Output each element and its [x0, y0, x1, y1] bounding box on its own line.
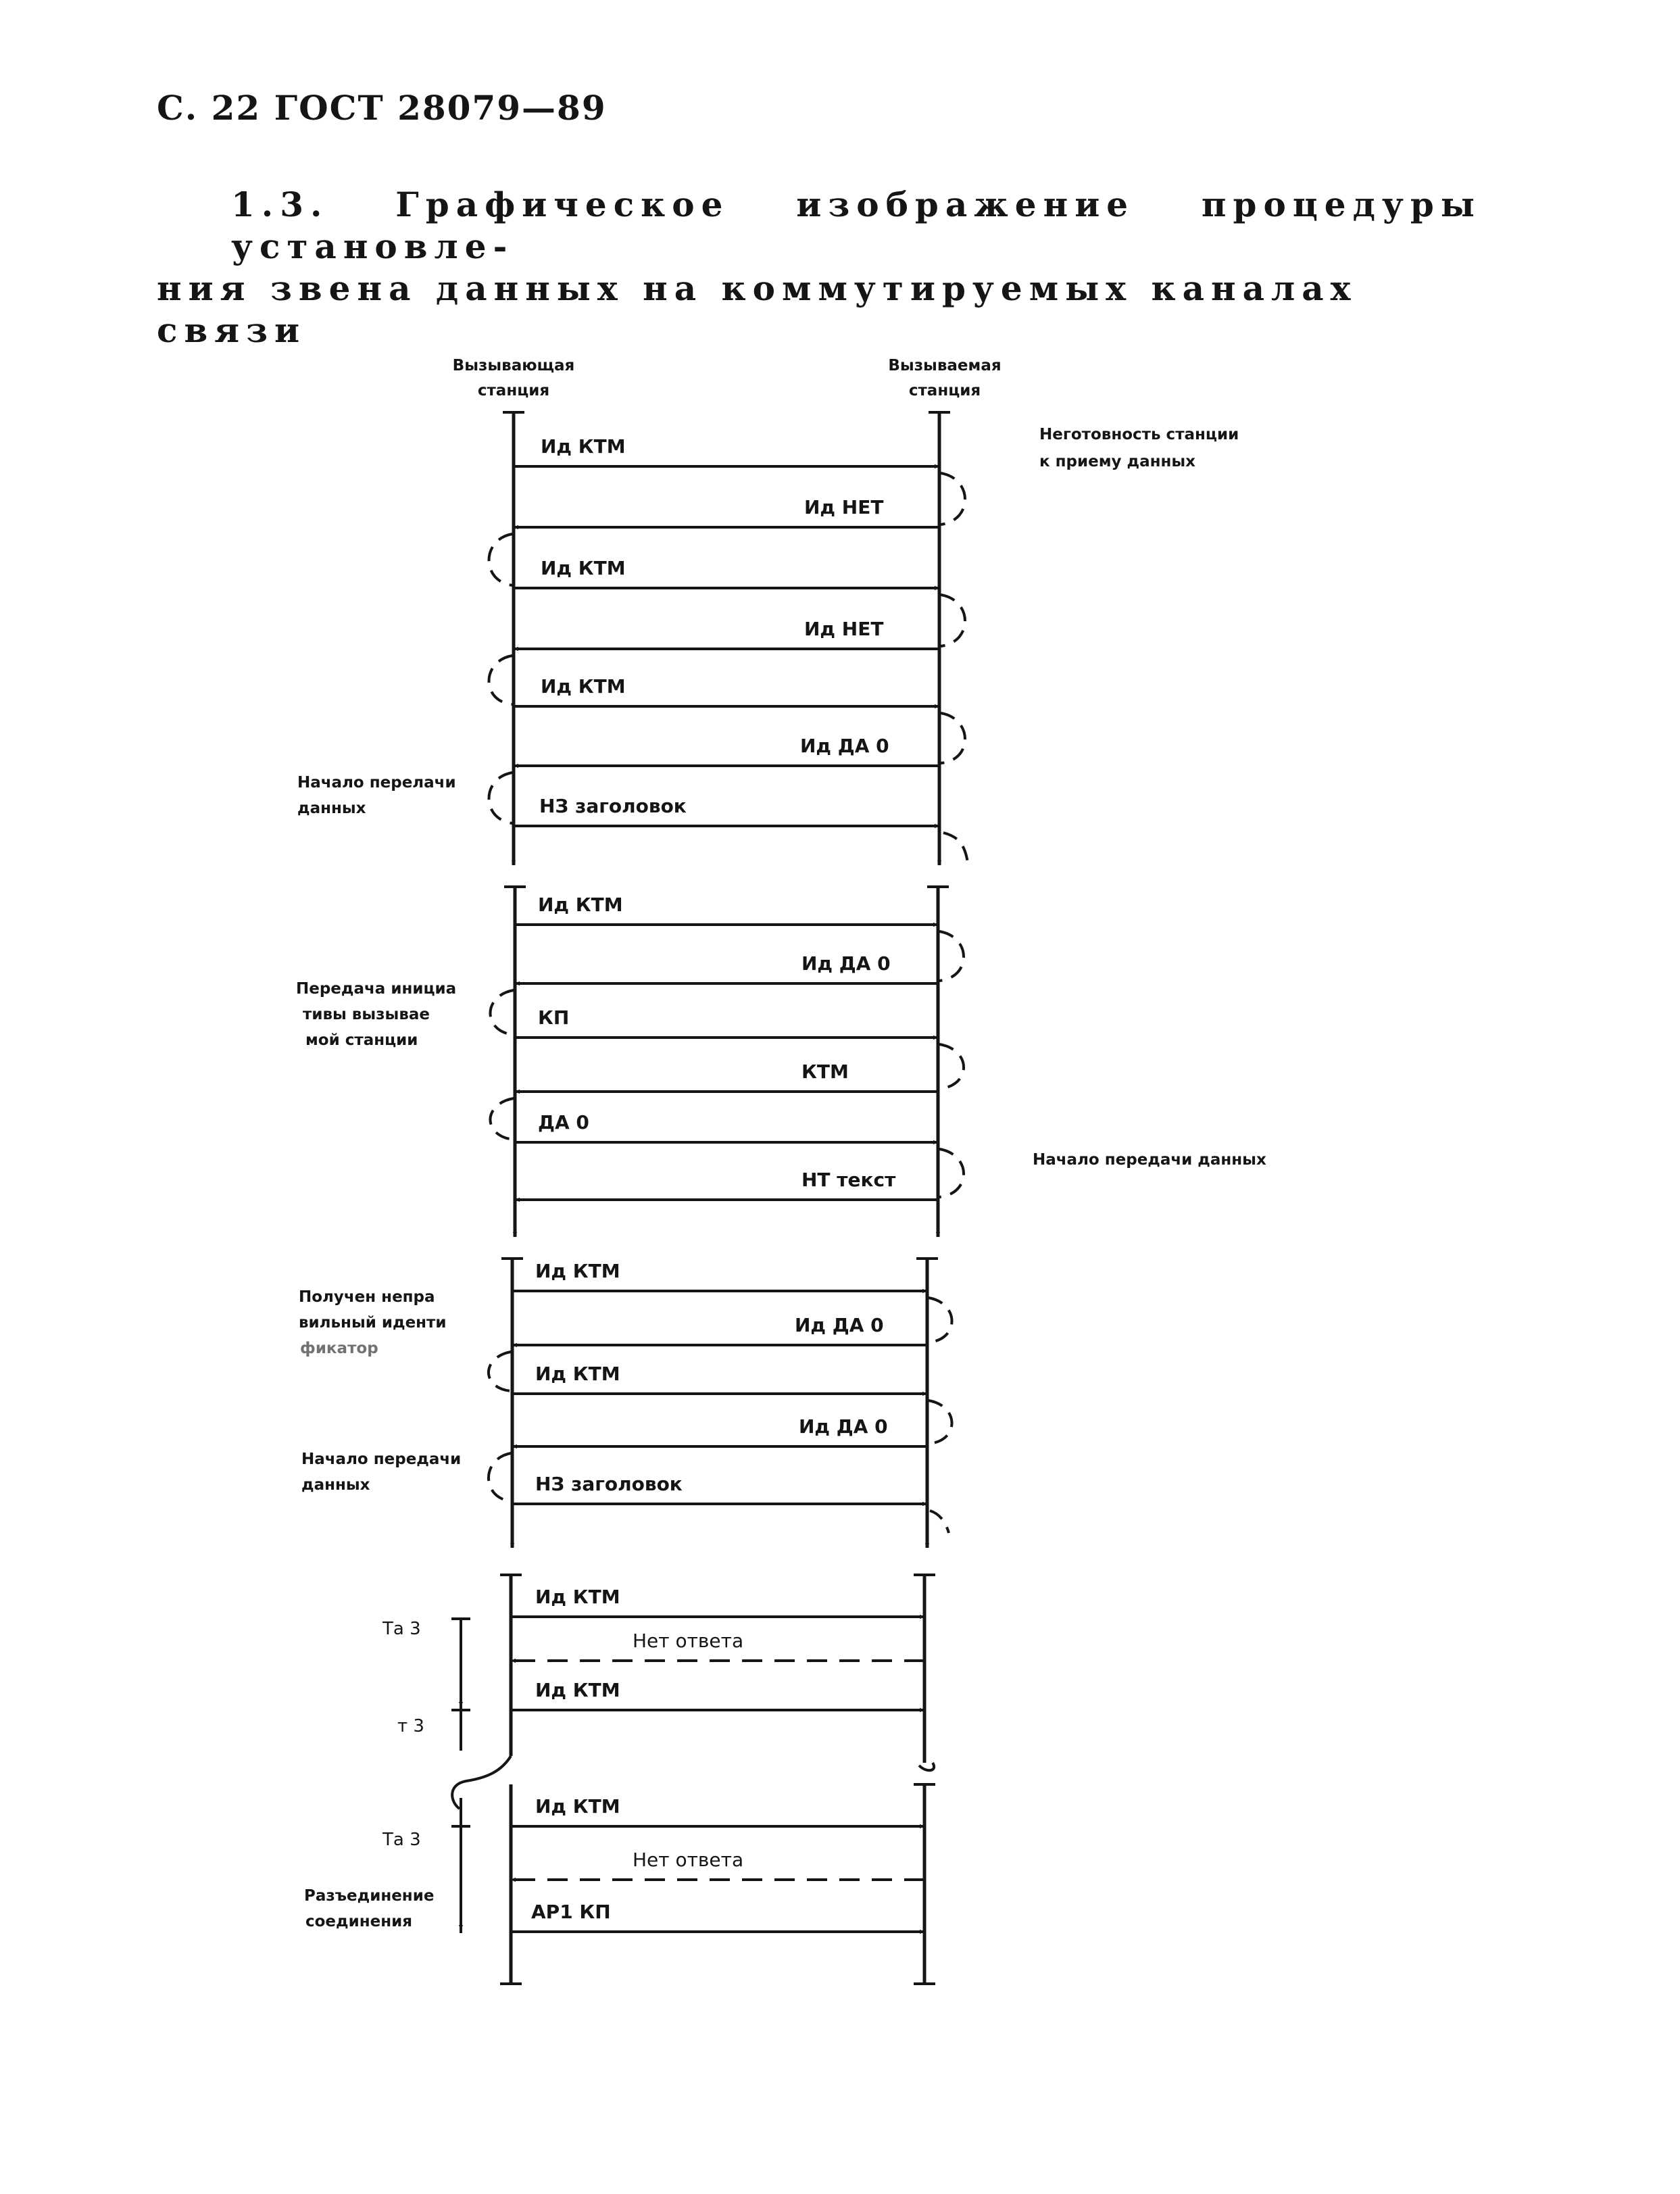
message-label: Ид ДА 0	[801, 952, 891, 975]
start-transfer-annotation-1a: Начало перелачи	[297, 774, 456, 791]
turnaround-loop	[489, 1453, 511, 1501]
timer-ta3-label-1: Та 3	[382, 1619, 421, 1639]
message-label: ДА 0	[538, 1111, 589, 1133]
turnaround-loop	[929, 1400, 952, 1444]
turnaround-loop	[939, 931, 964, 981]
message-label: Ид КТМ	[541, 435, 626, 458]
start-transfer-right-annotation: Начало передачи данных	[1033, 1151, 1266, 1169]
disconnect-annotation-1: Разъединение	[304, 1887, 435, 1905]
section-5	[451, 1784, 935, 1984]
message-label: Ид КТМ	[535, 1586, 620, 1608]
message-label: Ид ДА 0	[800, 735, 889, 757]
message-label: НЗ заголовок	[535, 1473, 683, 1495]
initiative-annotation-2: тивы вызывае	[303, 1006, 430, 1023]
turnaround-loop	[941, 713, 965, 763]
turnaround-loop	[930, 1511, 949, 1533]
message-label: АР1 КП	[531, 1901, 611, 1923]
wrong-id-annotation-2: вильный иденти	[299, 1314, 447, 1332]
message-label: Ид КТМ	[535, 1679, 620, 1701]
wrong-id-annotation-1: Получен непра	[299, 1288, 435, 1306]
start-transfer-annotation-3a: Начало передачи	[301, 1451, 462, 1468]
turnaround-loop	[491, 1098, 514, 1140]
initiative-annotation-1: Передача инициа	[296, 980, 457, 998]
section-title-line-2: ния звена данных на коммутируемых каналах связи	[157, 268, 1358, 350]
timer-ta3-label-2: Та 3	[382, 1830, 421, 1850]
wrong-id-annotation-3: фикатор	[300, 1340, 378, 1357]
message-label: Нет ответа	[633, 1849, 744, 1871]
not-ready-annotation-2: к приему данных	[1039, 453, 1195, 470]
message-label: Ид КТМ	[541, 675, 626, 698]
turnaround-loop	[489, 656, 513, 704]
turnaround-loop	[939, 1149, 964, 1197]
called-station-label-2: станция	[908, 382, 981, 399]
break-line	[919, 1763, 934, 1770]
called-station-label-1: Вызываемая	[888, 357, 1002, 374]
message-label: Ид НЕТ	[804, 618, 884, 640]
calling-station-label-1: Вызывающая	[452, 357, 575, 374]
turnaround-loop	[941, 473, 965, 525]
message-label: НЗ заголовок	[539, 795, 687, 817]
message-label: Ид НЕТ	[804, 496, 884, 518]
turnaround-loop	[941, 595, 965, 646]
message-label: Ид КТМ	[535, 1795, 620, 1818]
page-header: С. 22 ГОСТ 28079—89	[157, 88, 607, 128]
start-transfer-annotation-3b: данных	[301, 1476, 370, 1494]
turnaround-loop	[943, 833, 968, 862]
message-label: Ид ДА 0	[799, 1415, 888, 1438]
initiative-annotation-3: мой станции	[305, 1031, 418, 1049]
disconnect-annotation-2: соединения	[305, 1913, 412, 1930]
calling-station-label-2: станция	[477, 382, 550, 399]
timer-t3-label: т 3	[397, 1716, 424, 1736]
start-transfer-annotation-1b: данных	[297, 800, 366, 817]
message-label: Ид ДА 0	[795, 1314, 884, 1336]
turnaround-loop	[489, 773, 513, 823]
turnaround-loop	[489, 1352, 511, 1391]
turnaround-loop	[939, 1044, 964, 1089]
message-label: Ид КТМ	[535, 1260, 620, 1282]
message-label: Ид КТМ	[541, 557, 626, 579]
message-label: Ид КТМ	[538, 894, 623, 916]
message-label: КТМ	[801, 1061, 849, 1083]
turnaround-loop	[929, 1298, 952, 1342]
message-label: КП	[538, 1006, 570, 1029]
not-ready-annotation-1: Неготовность станции	[1039, 426, 1239, 443]
turnaround-loop	[491, 990, 514, 1035]
message-label: НТ текст	[801, 1169, 896, 1191]
message-label: Ид КТМ	[535, 1363, 620, 1385]
section-4	[451, 1575, 935, 1809]
section-title-line-1: 1.3. Графическое изображение процедуры установле-	[231, 185, 1481, 266]
turnaround-loop	[489, 534, 513, 585]
section-3	[489, 1259, 952, 1548]
message-label: Нет ответа	[633, 1630, 744, 1652]
